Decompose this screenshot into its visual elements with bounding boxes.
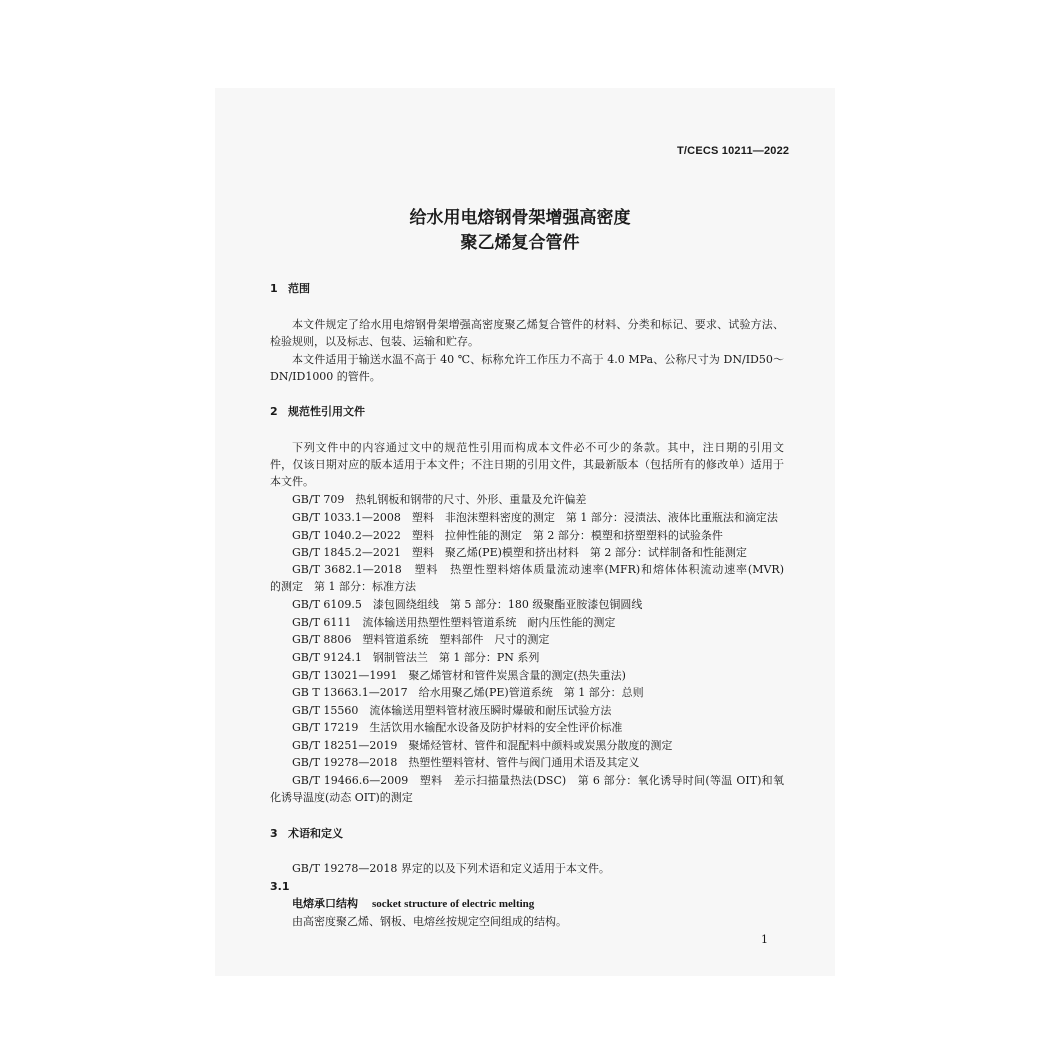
section-1-title: 范围: [288, 282, 310, 295]
reference-item: GB/T 1845.2—2021 塑料 聚乙烯(PE)模塑和挤出材料 第 2 部分：试样制备和性能测定: [292, 546, 747, 559]
paragraph-line: 件，仅该日期对应的版本适用于本文件；不注日期的引用文件，其最新版本（包括所有的修改单）适用于: [270, 458, 784, 471]
reference-item: GB/T 8806 塑料管道系统 塑料部件 尺寸的测定: [292, 633, 550, 646]
reference-item: GB/T 15560 流体输送用塑料管材液压瞬时爆破和耐压试验方法: [292, 704, 612, 717]
document-title-line2: 聚乙烯复合管件: [460, 233, 580, 253]
term-definition: 由高密度聚乙烯、钢板、电熔丝按规定空间组成的结构。: [292, 915, 567, 928]
term-entry: [292, 897, 534, 911]
reference-item: GB/T 709 热轧钢板和钢带的尺寸、外形、重量及允许偏差: [292, 493, 587, 506]
document-title-line1: 给水用电熔钢骨架增强高密度: [409, 208, 631, 228]
section-1-number: 1: [270, 282, 278, 295]
term-number: 3.1: [270, 880, 290, 893]
paragraph-line: 本文件规定了给水用电熔钢骨架增强高密度聚乙烯复合管件的材料、分类和标记、要求、试验方法、: [292, 318, 784, 331]
section-2-heading: [270, 405, 365, 419]
section-3-heading: [270, 827, 343, 841]
section-2-title: 规范性引用文件: [288, 405, 365, 418]
reference-item: GB/T 6111 流体输送用热塑性塑料管道系统 耐内压性能的测定: [292, 616, 616, 629]
section-3-title: 术语和定义: [288, 827, 343, 840]
paragraph-line: DN/ID1000 的管件。: [270, 370, 381, 383]
reference-item-continued: 化诱导温度(动态 OIT)的测定: [270, 791, 413, 804]
paragraph-line: GB/T 19278—2018 界定的以及下列术语和定义适用于本文件。: [292, 862, 610, 875]
reference-item: GB/T 18251—2019 聚烯烃管材、管件和混配料中颜料或炭黑分散度的测定: [292, 739, 673, 752]
reference-item: GB/T 6109.5 漆包圆绕组线 第 5 部分：180 级聚酯亚胺漆包铜圆线: [292, 598, 643, 611]
paragraph-line: 本文件适用于输送水温不高于 40 ℃、标称允许工作压力不高于 4.0 MPa、公称尺寸为 DN/ID50～: [292, 353, 784, 366]
term-chinese: 电熔承口结构: [292, 897, 358, 910]
reference-item: GB/T 13021—1991 聚乙烯管材和管件炭黑含量的测定(热失重法): [292, 669, 626, 682]
reference-item: GB/T 3682.1—2018 塑料 热塑性塑料熔体质量流动速率(MFR)和熔体体积流动速率(MVR): [292, 563, 784, 576]
reference-item: GB/T 17219 生活饮用水输配水设备及防护材料的安全性评价标准: [292, 721, 623, 734]
reference-item-continued: 的测定 第 1 部分：标准方法: [270, 580, 416, 593]
reference-item: GB/T 1033.1—2008 塑料 非泡沫塑料密度的测定 第 1 部分：浸渍法、液体比重瓶法和滴定法: [292, 511, 778, 524]
reference-item: GB/T 1040.2—2022 塑料 拉伸性能的测定 第 2 部分：模塑和挤塑塑料的试验条件: [292, 529, 723, 542]
standard-number: T/CECS 10211—2022: [677, 145, 790, 157]
reference-item: GB T 13663.1—2017 给水用聚乙烯(PE)管道系统 第 1 部分：总则: [292, 686, 644, 699]
reference-item: GB/T 19278—2018 热塑性塑料管材、管件与阀门通用术语及其定义: [292, 756, 640, 769]
paragraph-line: 检验规则，以及标志、包装、运输和贮存。: [270, 335, 479, 348]
paragraph-line: 本文件。: [270, 475, 314, 488]
section-2-number: 2: [270, 405, 278, 418]
section-1-heading: [270, 282, 310, 296]
reference-item: GB/T 19466.6—2009 塑料 差示扫描量热法(DSC) 第 6 部分：氧化诱导时间(等温 OIT)和氧: [292, 774, 784, 787]
section-3-number: 3: [270, 827, 278, 840]
term-english: socket structure of electric melting: [372, 898, 535, 910]
paragraph-line: 下列文件中的内容通过文中的规范性引用而构成本文件必不可少的条款。其中，注日期的引用文: [292, 441, 784, 454]
page-number: 1: [761, 933, 768, 946]
reference-item: GB/T 9124.1 钢制管法兰 第 1 部分：PN 系列: [292, 651, 540, 664]
